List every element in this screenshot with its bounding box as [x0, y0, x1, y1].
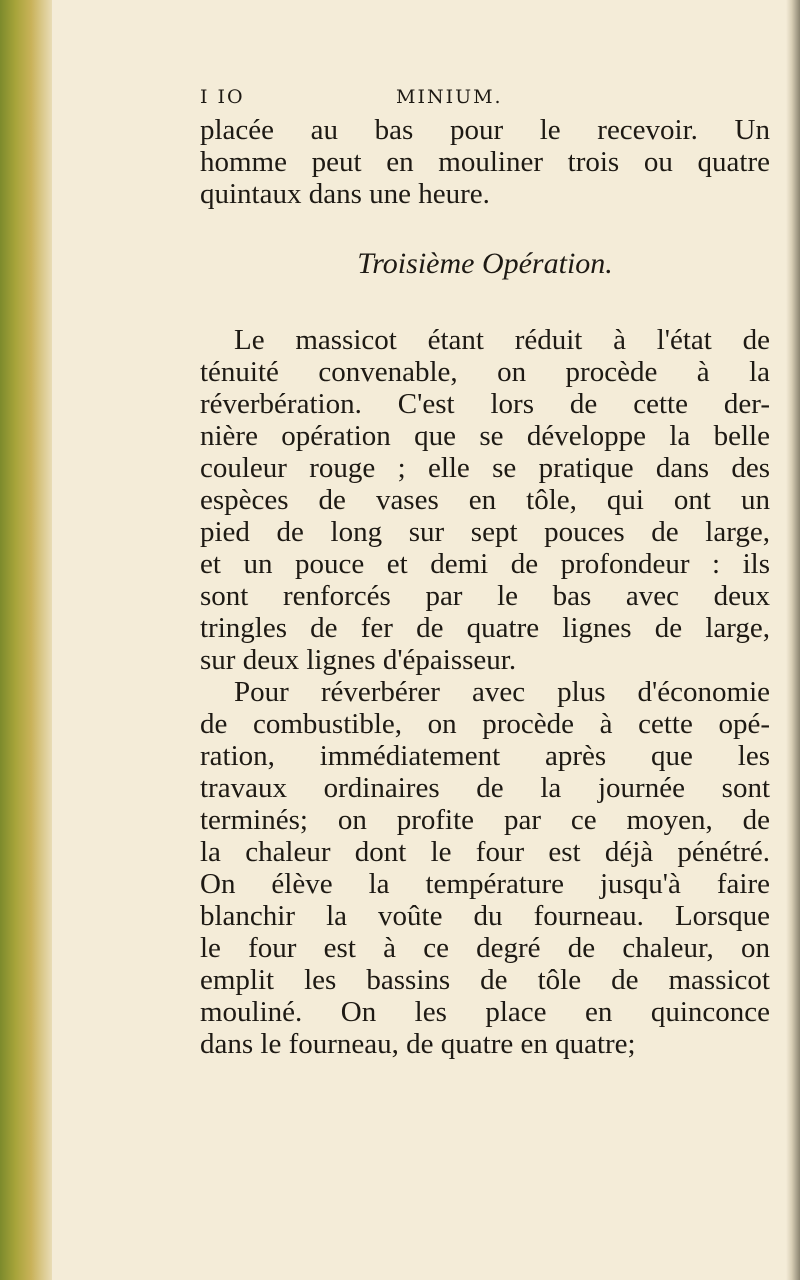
text-line: homme peut en mouliner trois ou quatre: [200, 146, 770, 178]
text-line: tringles de fer de quatre lignes de large,: [200, 612, 770, 644]
text-line: de combustible, on procède à cette opé-: [200, 708, 770, 740]
text-line: pied de long sur sept pouces de large,: [200, 516, 770, 548]
text-line: sur deux lignes d'épaisseur.: [200, 644, 517, 676]
text-line: et un pouce et demi de profondeur : ils: [200, 548, 770, 580]
text-line: espèces de vases en tôle, qui ont un: [200, 484, 770, 516]
text-line: Le massicot étant réduit à l'état de: [234, 324, 770, 356]
text-line: emplit les bassins de tôle de massicot: [200, 964, 770, 996]
text-line: réverbération. C'est lors de cette der-: [200, 388, 770, 420]
text-line: dans le fourneau, de quatre en quatre;: [200, 1028, 636, 1060]
text-line: blanchir la voûte du fourneau. Lorsque: [200, 900, 770, 932]
running-head: [200, 80, 770, 114]
text-line: quintaux dans une heure.: [200, 178, 490, 210]
text-line: couleur rouge ; elle se pratique dans des: [200, 452, 770, 484]
text-line: le four est à ce degré de chaleur, on: [200, 932, 770, 964]
section-title: Troisième Opération.: [357, 247, 613, 280]
text-line: la chaleur dont le four est déjà pénétré.: [200, 836, 770, 868]
book-spine-edge: [0, 0, 52, 1280]
text-line: sont renforcés par le bas avec deux: [200, 580, 770, 612]
book-page: [200, 80, 770, 1060]
running-title: MINIUM.: [396, 86, 503, 108]
text-line: ration, immédiatement après que les: [200, 740, 770, 772]
page-number: I IO: [200, 86, 245, 108]
text-line: travaux ordinaires de la journée sont: [200, 772, 770, 804]
page-fore-edge: [786, 0, 800, 1280]
paragraph-reverberation: [200, 324, 770, 676]
text-line: Pour réverbérer avec plus d'économie: [234, 676, 770, 708]
text-line: ténuité convenable, on procède à la: [200, 356, 770, 388]
text-line: mouliné. On les place en quinconce: [200, 996, 770, 1028]
text-line: nière opération que se développe la belle: [200, 420, 770, 452]
text-line: placée au bas pour le recevoir. Un: [200, 114, 770, 146]
paragraph-continued: [200, 114, 770, 210]
text-line: terminés; on profite par ce moyen, de: [200, 804, 770, 836]
text-line: On élève la température jusqu'à faire: [200, 868, 770, 900]
paragraph-economy: [200, 676, 770, 1060]
